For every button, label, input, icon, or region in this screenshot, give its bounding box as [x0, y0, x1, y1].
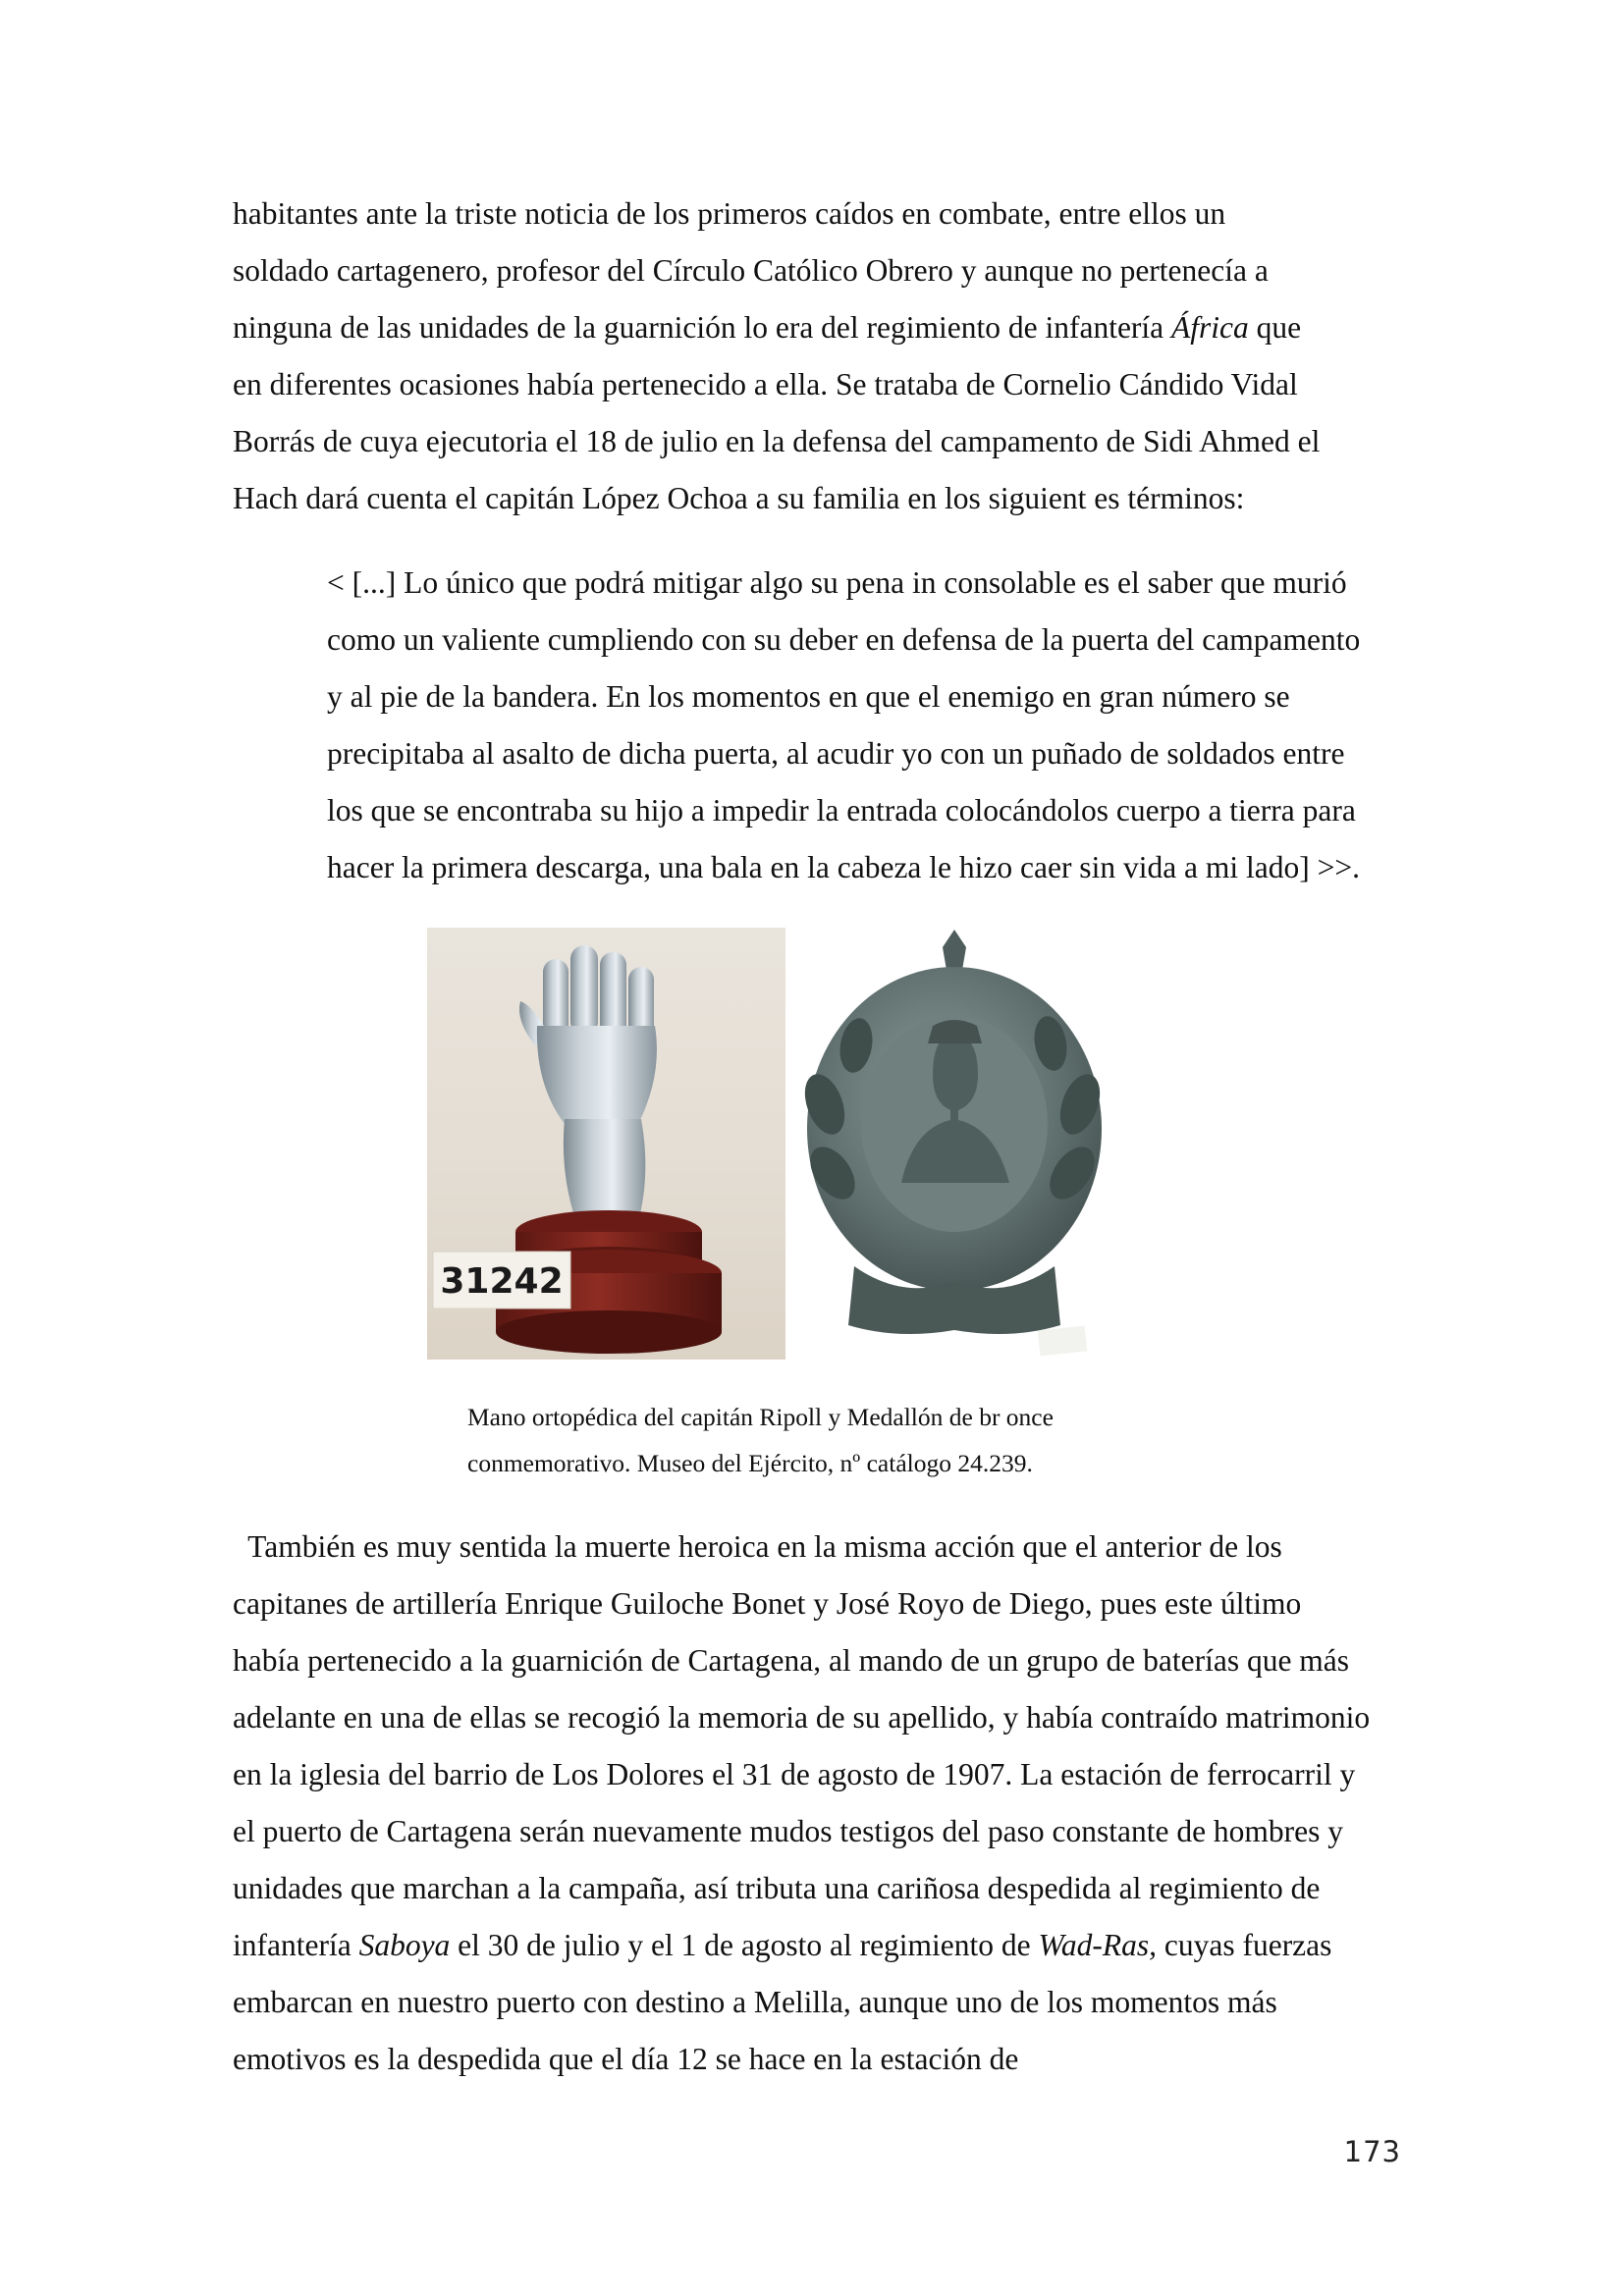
text-line: había pertenecido a la guarnición de Cartagena, al mando de un grupo de baterías que más: [233, 1643, 1350, 1678]
text-line: soldado cartagenero, profesor del Círculo Católico Obrero y aunque no pertenecía a: [233, 253, 1269, 288]
figure-caption: [467, 1394, 1054, 1486]
text-segment: ninguna de las unidades de la guarnición lo era del regimiento de infantería: [233, 310, 1172, 345]
text-line: También es muy sentida la muerte heroica en la misma acción que el anterior de los: [233, 1529, 1282, 1564]
quote-line: < [...] Lo único que podrá mitigar algo su pena in consolable es el saber que murió: [327, 565, 1347, 600]
quote-line: como un valiente cumpliendo con su deber en defensa de la puerta del campamento: [327, 622, 1361, 657]
text-line: Hach dará cuenta el capitán López Ochoa a su familia en los siguient es términos:: [233, 481, 1245, 515]
quote-line: hacer la primera descarga, una bala en la cabeza le hizo caer sin vida a mi lado] >>.: [327, 850, 1361, 884]
orthopedic-hand-photo: [427, 928, 785, 1360]
quote-line: y al pie de la bandera. En los momentos en que el enemigo en gran número se: [327, 679, 1290, 714]
text-line: Borrás de cuya ejecutoria el 18 de julio en la defensa del campamento de Sidi Ahmed el: [233, 424, 1321, 458]
text-line: [233, 1917, 1396, 1974]
bronze-medallion-image: [785, 928, 1124, 1360]
text-segment: cuyas fuerzas: [1157, 1928, 1332, 1962]
page-number: 173: [1343, 2135, 1401, 2168]
text-line: habitantes ante la triste noticia de los primeros caídos en combate, entre ellos un: [233, 196, 1226, 231]
paragraph-2: [233, 1519, 1396, 2088]
text-line: unidades que marchan a la campaña, así tributa una cariñosa despedida al regimiento de: [233, 1871, 1321, 1905]
catalog-tag-text: 31242: [440, 1261, 564, 1302]
caption-line: conmemorativo. Museo del Ejército, nº catálogo 24.239.: [467, 1449, 1033, 1477]
text-line: [233, 299, 1396, 356]
text-segment: el 30 de julio y el 1 de agosto al regimiento de: [450, 1928, 1039, 1962]
text-line: capitanes de artillería Enrique Guiloche Bonet y José Royo de Diego, pues este último: [233, 1586, 1302, 1621]
text-segment: infantería: [233, 1928, 359, 1962]
quote-line: los que se encontraba su hijo a impedir la entrada colocándolos cuerpo a tierra para: [327, 793, 1356, 828]
text-line: el puerto de Cartagena serán nuevamente mudos testigos del paso constante de hombres y: [233, 1814, 1344, 1848]
orthopedic-hand-image: [427, 928, 785, 1360]
text-line: emotivos es la despedida que el día 12 se hace en la estación de: [233, 2042, 1019, 2076]
text-segment: que: [1248, 310, 1302, 345]
block-quote: [327, 555, 1407, 896]
bronze-medallion-photo: [785, 928, 1124, 1360]
text-line: en diferentes ocasiones había pertenecido a ella. Se trataba de Cornelio Cándido Vidal: [233, 367, 1298, 401]
caption-line: Mano ortopédica del capitán Ripoll y Medallón de br once: [467, 1403, 1054, 1431]
text-line: en la iglesia del barrio de Los Dolores el 31 de agosto de 1907. La estación de ferrocarril y: [233, 1757, 1356, 1791]
italic-africa: África: [1171, 310, 1249, 345]
text-line: adelante en una de ellas se recogió la memoria de su apellido, y había contraído matrimonio: [233, 1700, 1371, 1735]
italic-wad-ras: Wad-Ras,: [1038, 1928, 1157, 1962]
text-line: embarcan en nuestro puerto con destino a Melilla, aunque uno de los momentos más: [233, 1985, 1277, 2019]
italic-saboya: Saboya: [358, 1928, 451, 1962]
paragraph-1: [233, 186, 1396, 527]
quote-line: precipitaba al asalto de dicha puerta, al acudir yo con un puñado de soldados entre: [327, 736, 1345, 771]
